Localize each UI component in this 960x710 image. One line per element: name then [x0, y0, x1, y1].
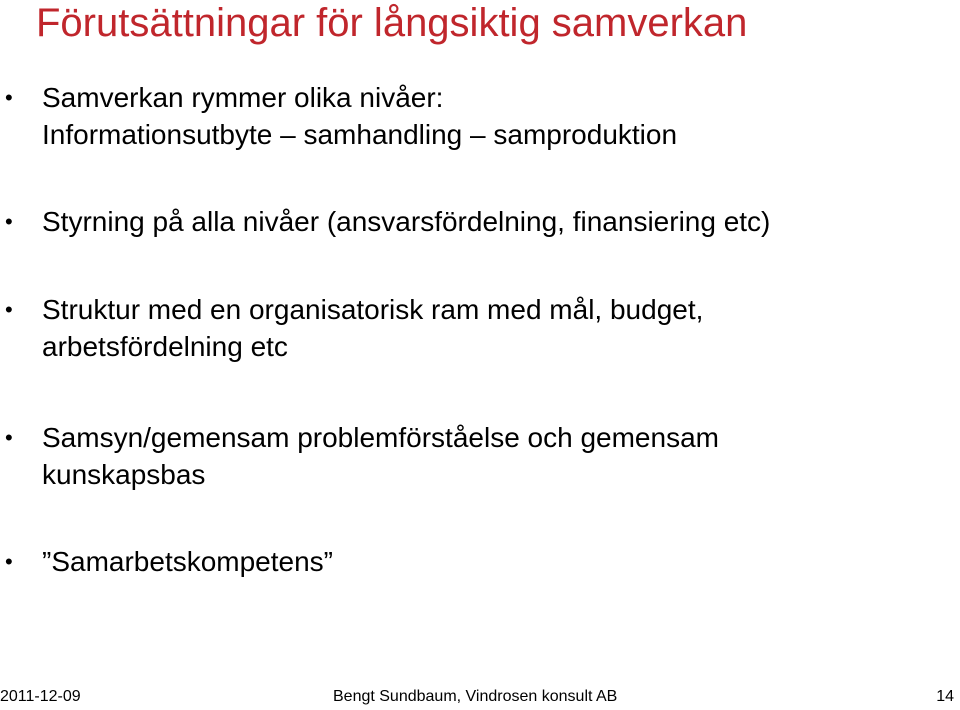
bullet-item-shared-understanding	[5, 419, 922, 493]
bullet-line: Struktur med en organisatorisk ram med mål, budget,	[42, 294, 704, 325]
bullet-icon: •	[5, 549, 13, 574]
bullet-item-structure	[5, 291, 922, 365]
footer-date: 2011-12-09	[0, 688, 81, 705]
footer-page-number: 14	[936, 688, 954, 705]
bullet-item-collaboration-competence	[5, 543, 922, 580]
footer-author: Bengt Sundbaum, Vindrosen konsult AB	[333, 688, 618, 705]
bullet-icon: •	[5, 425, 13, 450]
bullet-item-levels	[5, 79, 922, 153]
slide-title: Förutsättningar för långsiktig samverkan	[36, 1, 748, 45]
bullet-line: Informationsutbyte – samhandling – samproduktion	[42, 119, 678, 150]
bullet-line: Samverkan rymmer olika nivåer:	[42, 82, 444, 113]
bullet-item-governance	[5, 203, 922, 240]
bullet-icon: •	[5, 209, 13, 234]
bullet-icon: •	[5, 297, 13, 322]
bullet-line: Samsyn/gemensam problemförståelse och gemensam	[42, 422, 719, 453]
bullet-line: ”Samarbetskompetens”	[42, 546, 334, 577]
bullet-line: Styrning på alla nivåer (ansvarsfördelning, finansiering etc)	[42, 206, 771, 237]
bullet-line: arbetsfördelning etc	[42, 331, 288, 362]
bullet-icon: •	[5, 85, 13, 110]
bullet-line: kunskapsbas	[42, 459, 206, 490]
